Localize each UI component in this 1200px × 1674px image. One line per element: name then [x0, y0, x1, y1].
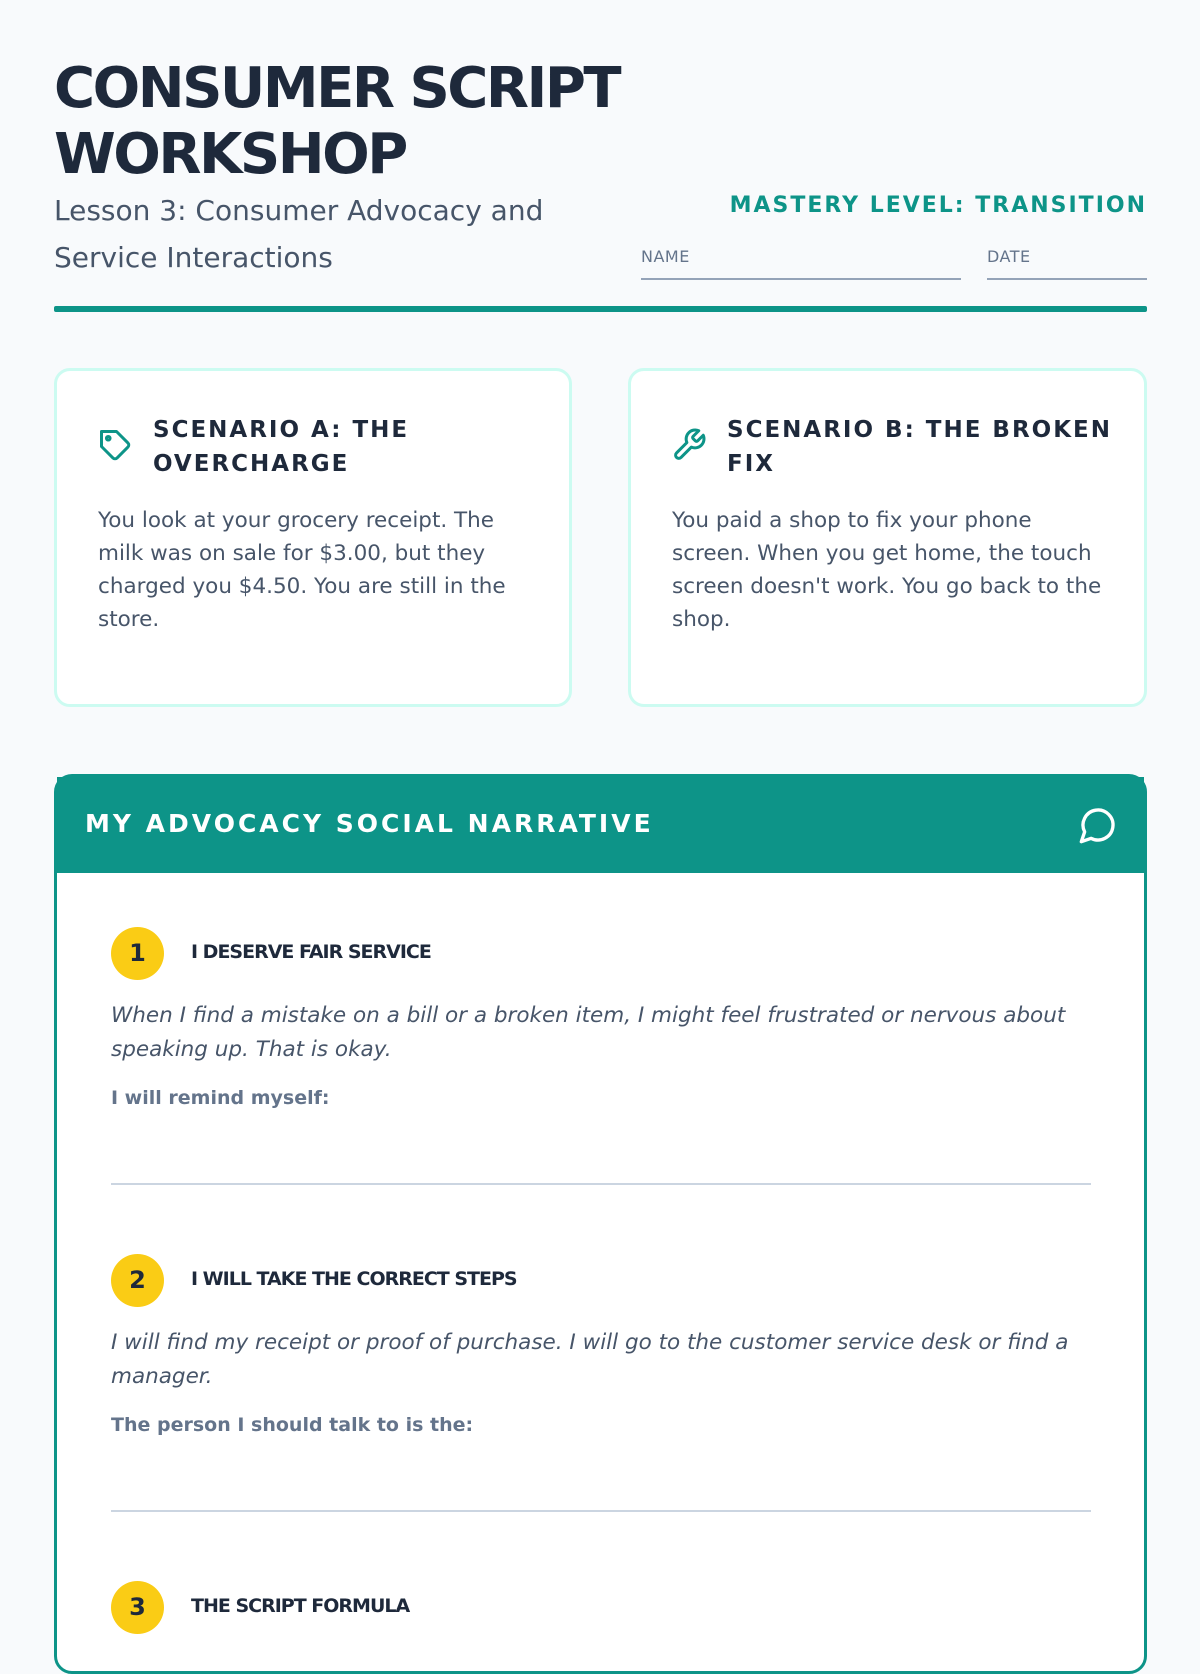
- step-body: I will find my receipt or proof of purchase. I will go to the customer service desk or find a manager.: [111, 1330, 1069, 1389]
- date-label: DATE: [987, 247, 1031, 266]
- panel-title: MY ADVOCACY SOCIAL NARRATIVE: [85, 809, 654, 838]
- step-number-badge: 1: [111, 927, 164, 980]
- advocacy-narrative-panel: [54, 774, 1147, 1674]
- answer-line[interactable]: [111, 1510, 1091, 1512]
- scenario-body: You paid a shop to fix your phone screen. When you get home, the touch screen doesn't work. You go back to the shop.: [672, 508, 1102, 632]
- tag-icon: [97, 427, 133, 463]
- mastery-level: MASTERY LEVEL: TRANSITION: [729, 193, 1147, 218]
- name-label: NAME: [641, 247, 690, 266]
- page-title: CONSUMER SCRIPT WORKSHOP: [54, 56, 620, 187]
- answer-line[interactable]: [111, 1183, 1091, 1185]
- date-field[interactable]: [987, 247, 1147, 280]
- step-number-badge: 3: [111, 1581, 164, 1634]
- scenario-title: SCENARIO A: THE OVERCHARGE: [153, 417, 410, 477]
- wrench-icon: [671, 427, 707, 463]
- step-title: I WILL TAKE THE CORRECT STEPS: [191, 1268, 517, 1290]
- step-number-badge: 2: [111, 1254, 164, 1307]
- step-title: THE SCRIPT FORMULA: [191, 1595, 410, 1617]
- speech-bubble-icon: [1078, 805, 1118, 845]
- step-title: I DESERVE FAIR SERVICE: [191, 941, 431, 963]
- name-field[interactable]: [641, 247, 961, 280]
- scenario-body: You look at your grocery receipt. The milk was on sale for $3.00, but they charged you $4.50. You are still in the store.: [98, 508, 506, 632]
- lesson-subtitle: Lesson 3: Consumer Advocacy and Service Interactions: [54, 194, 544, 274]
- header-divider: [54, 306, 1147, 312]
- panel-header: [57, 777, 1144, 873]
- scenario-card-b: [628, 368, 1147, 707]
- step-prompt: I will remind myself:: [111, 1087, 330, 1109]
- scenario-title: SCENARIO B: THE BROKEN FIX: [727, 417, 1113, 477]
- step-prompt: The person I should talk to is the:: [111, 1414, 474, 1436]
- scenario-card-a: [54, 368, 572, 707]
- step-body: When I find a mistake on a bill or a broken item, I might feel frustrated or nervous about speaking up. That is okay.: [111, 1003, 1066, 1062]
